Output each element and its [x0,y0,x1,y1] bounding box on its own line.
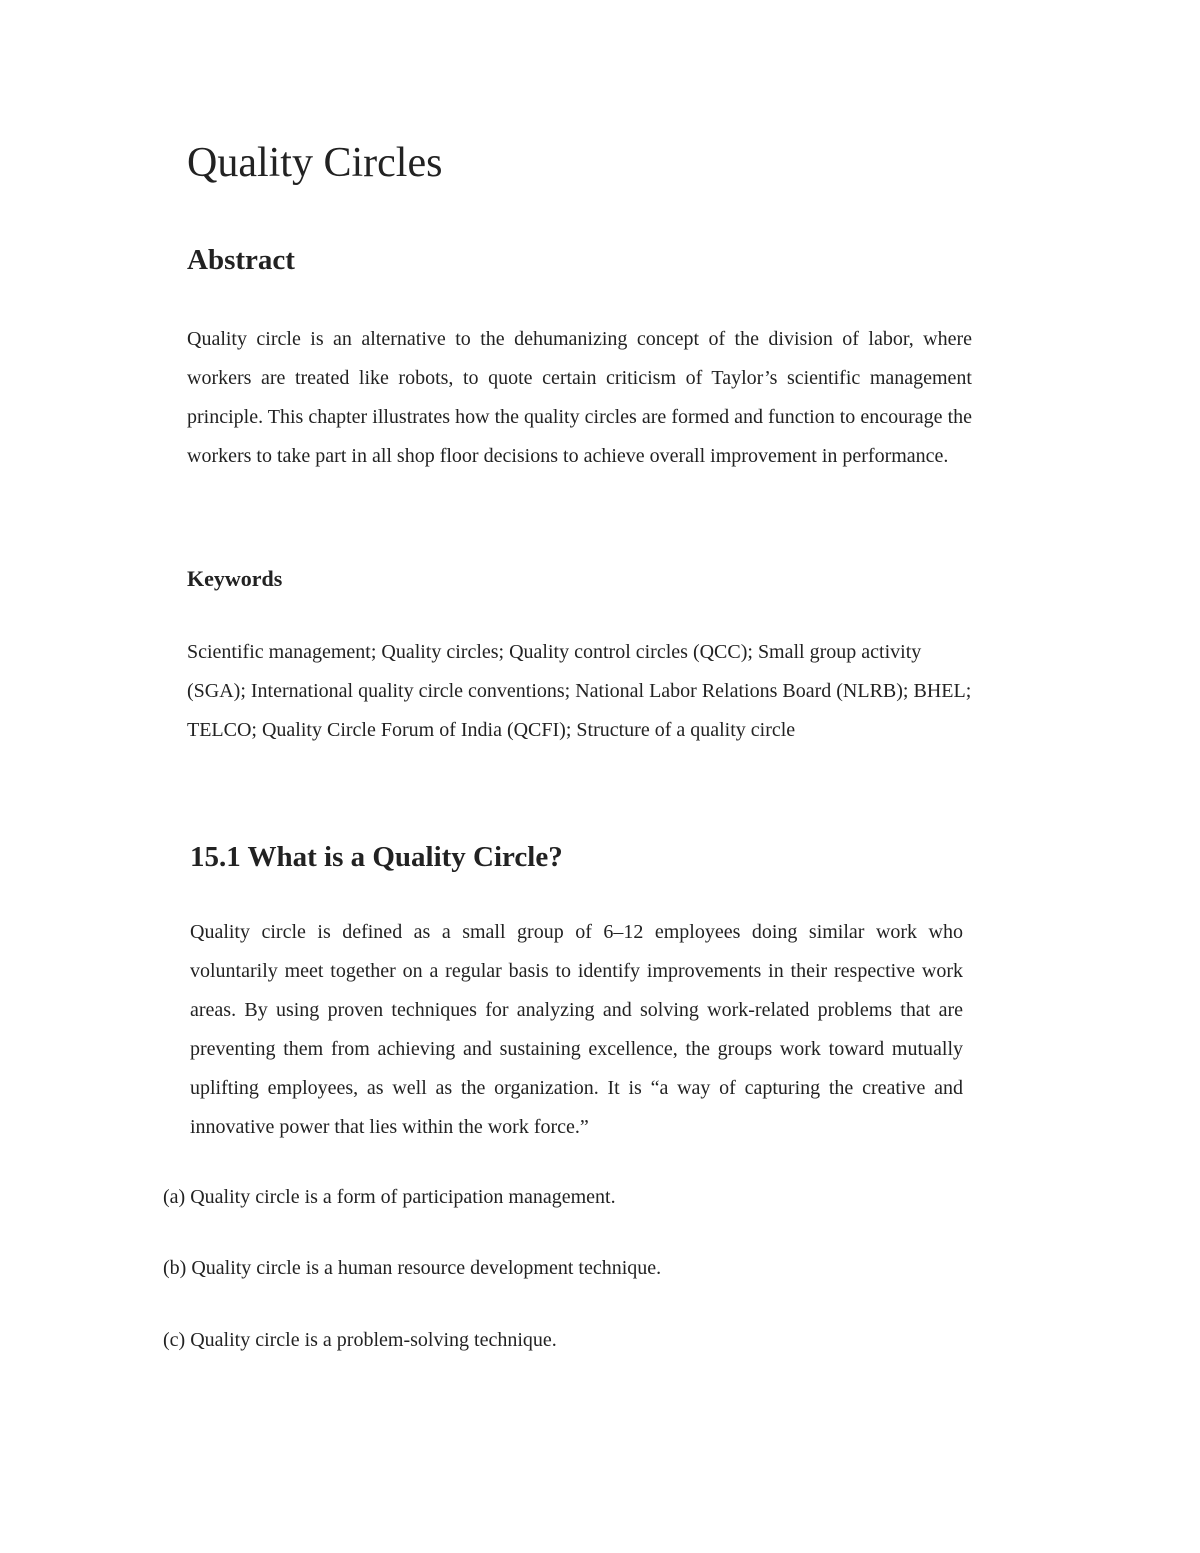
keywords-paragraph: Scientific management; Quality circles; Quality control circles (QCC); Small group activity (SGA); International quality circle conventions; National Labor Relations Board (NLRB); BHEL; TELCO; Quality Circle Forum of India (QCFI); Structure of a quality circle [187,641,972,741]
list-item: (b) Quality circle is a human resource development technique. [163,1257,662,1279]
list-item: (c) Quality circle is a problem-solving technique. [163,1329,557,1351]
document-title: Quality Circles [187,140,443,186]
list-item: (a) Quality circle is a form of participation management. [163,1186,616,1208]
abstract-heading: Abstract [187,244,295,276]
keywords-heading: Keywords [187,566,283,591]
definition-paragraph: Quality circle is defined as a small group of 6–12 employees doing similar work who voluntarily meet together on a regular basis to identify improvements in their respective work areas. By using proven techniques for analyzing and solving work-related problems that are preventing them from achieving and sustaining excellence, the groups work toward mutually uplifting employees, as well as the organization. It is “a way of capturing the creative and innovative power that lies within the work force.” [190,921,963,1138]
section-heading: 15.1 What is a Quality Circle? [190,841,563,873]
abstract-paragraph: Quality circle is an alternative to the dehumanizing concept of the division of labor, where workers are treated like robots, to quote certain criticism of Taylor’s scientific management principle. This chapter illustrates how the quality circles are formed and function to encourage the workers to take part in all shop floor decisions to achieve overall improvement in performance. [187,328,972,467]
